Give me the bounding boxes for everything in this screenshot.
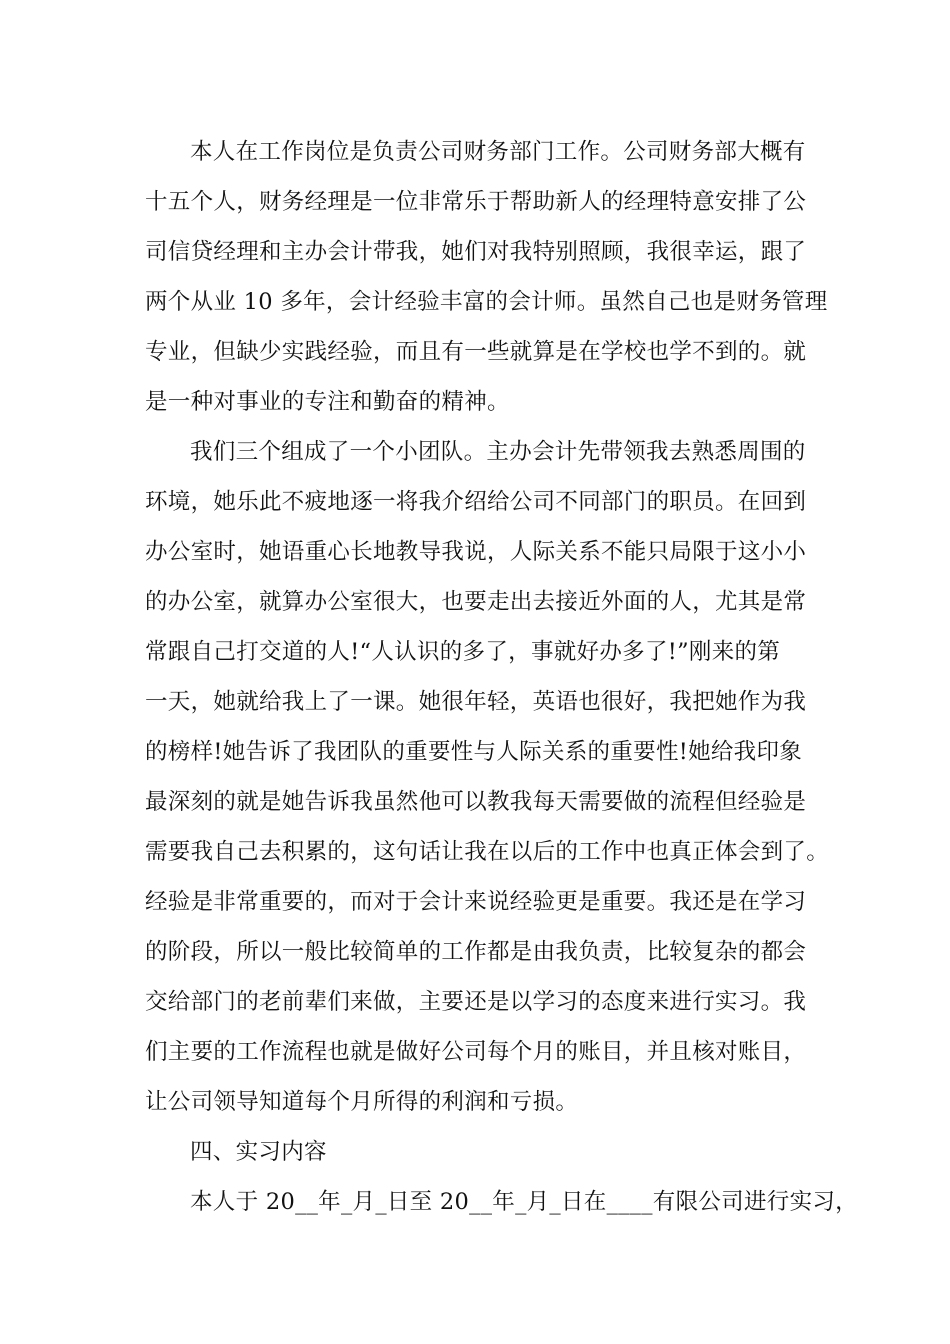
paragraph-2-line-12: 交给部门的老前辈们来做，主要还是以学习的态度来进行实习。我 <box>145 989 807 1015</box>
paragraph-1-line-6: 是一种对事业的专注和勤奋的精神。 <box>145 389 510 415</box>
paragraph-2-line-11: 的阶段，所以一般比较简单的工作都是由我负责，比较复杂的都会 <box>145 939 807 965</box>
paragraph-2-line-2: 环境，她乐此不疲地逐一将我介绍给公司不同部门的职员。在回到 <box>145 489 807 515</box>
paragraph-2-line-7: 的榜样!她告诉了我团队的重要性与人际关系的重要性!她给我印象 <box>145 739 803 765</box>
paragraph-2-line-3: 办公室时，她语重心长地教导我说，人际关系不能只局限于这小小 <box>145 539 807 565</box>
paragraph-3-line-1: 本人于 20__年_月_日至 20__年_月_日在____有限公司进行实习， <box>190 1189 858 1215</box>
paragraph-1-line-5: 专业，但缺少实践经验，而且有一些就算是在学校也学不到的。就 <box>145 339 807 365</box>
paragraph-2-line-14: 让公司领导知道每个月所得的利润和亏损。 <box>145 1089 579 1115</box>
paragraph-2-line-9: 需要我自己去积累的，这句话让我在以后的工作中也真正体会到了。 <box>145 839 830 865</box>
paragraph-1-line-3: 司信贷经理和主办会计带我，她们对我特别照顾，我很幸运，跟了 <box>145 239 807 265</box>
paragraph-1-line-4: 两个从业 10 多年，会计经验丰富的会计师。虽然自己也是财务管理 <box>145 289 828 315</box>
paragraph-2-line-13: 们主要的工作流程也就是做好公司每个月的账目，并且核对账目， <box>145 1039 807 1065</box>
paragraph-2-line-4: 的办公室，就算办公室很大，也要走出去接近外面的人，尤其是常 <box>145 589 807 615</box>
paragraph-2-line-10: 经验是非常重要的，而对于会计来说经验更是重要。我还是在学习 <box>145 889 807 915</box>
paragraph-2-line-1: 我们三个组成了一个小团队。主办会计先带领我去熟悉周围的 <box>190 439 806 465</box>
paragraph-2-line-6: 一天，她就给我上了一课。她很年轻，英语也很好，我把她作为我 <box>145 689 807 715</box>
section-heading: 四、实习内容 <box>190 1139 327 1165</box>
paragraph-1-line-2: 十五个人，财务经理是一位非常乐于帮助新人的经理特意安排了公 <box>145 189 807 215</box>
paragraph-2-line-5: 常跟自己打交道的人!“人认识的多了，事就好办多了!”刚来的第 <box>145 639 781 665</box>
paragraph-1-line-1: 本人在工作岗位是负责公司财务部门工作。公司财务部大概有 <box>190 139 806 165</box>
paragraph-2-line-8: 最深刻的就是她告诉我虽然他可以教我每天需要做的流程但经验是 <box>145 789 807 815</box>
